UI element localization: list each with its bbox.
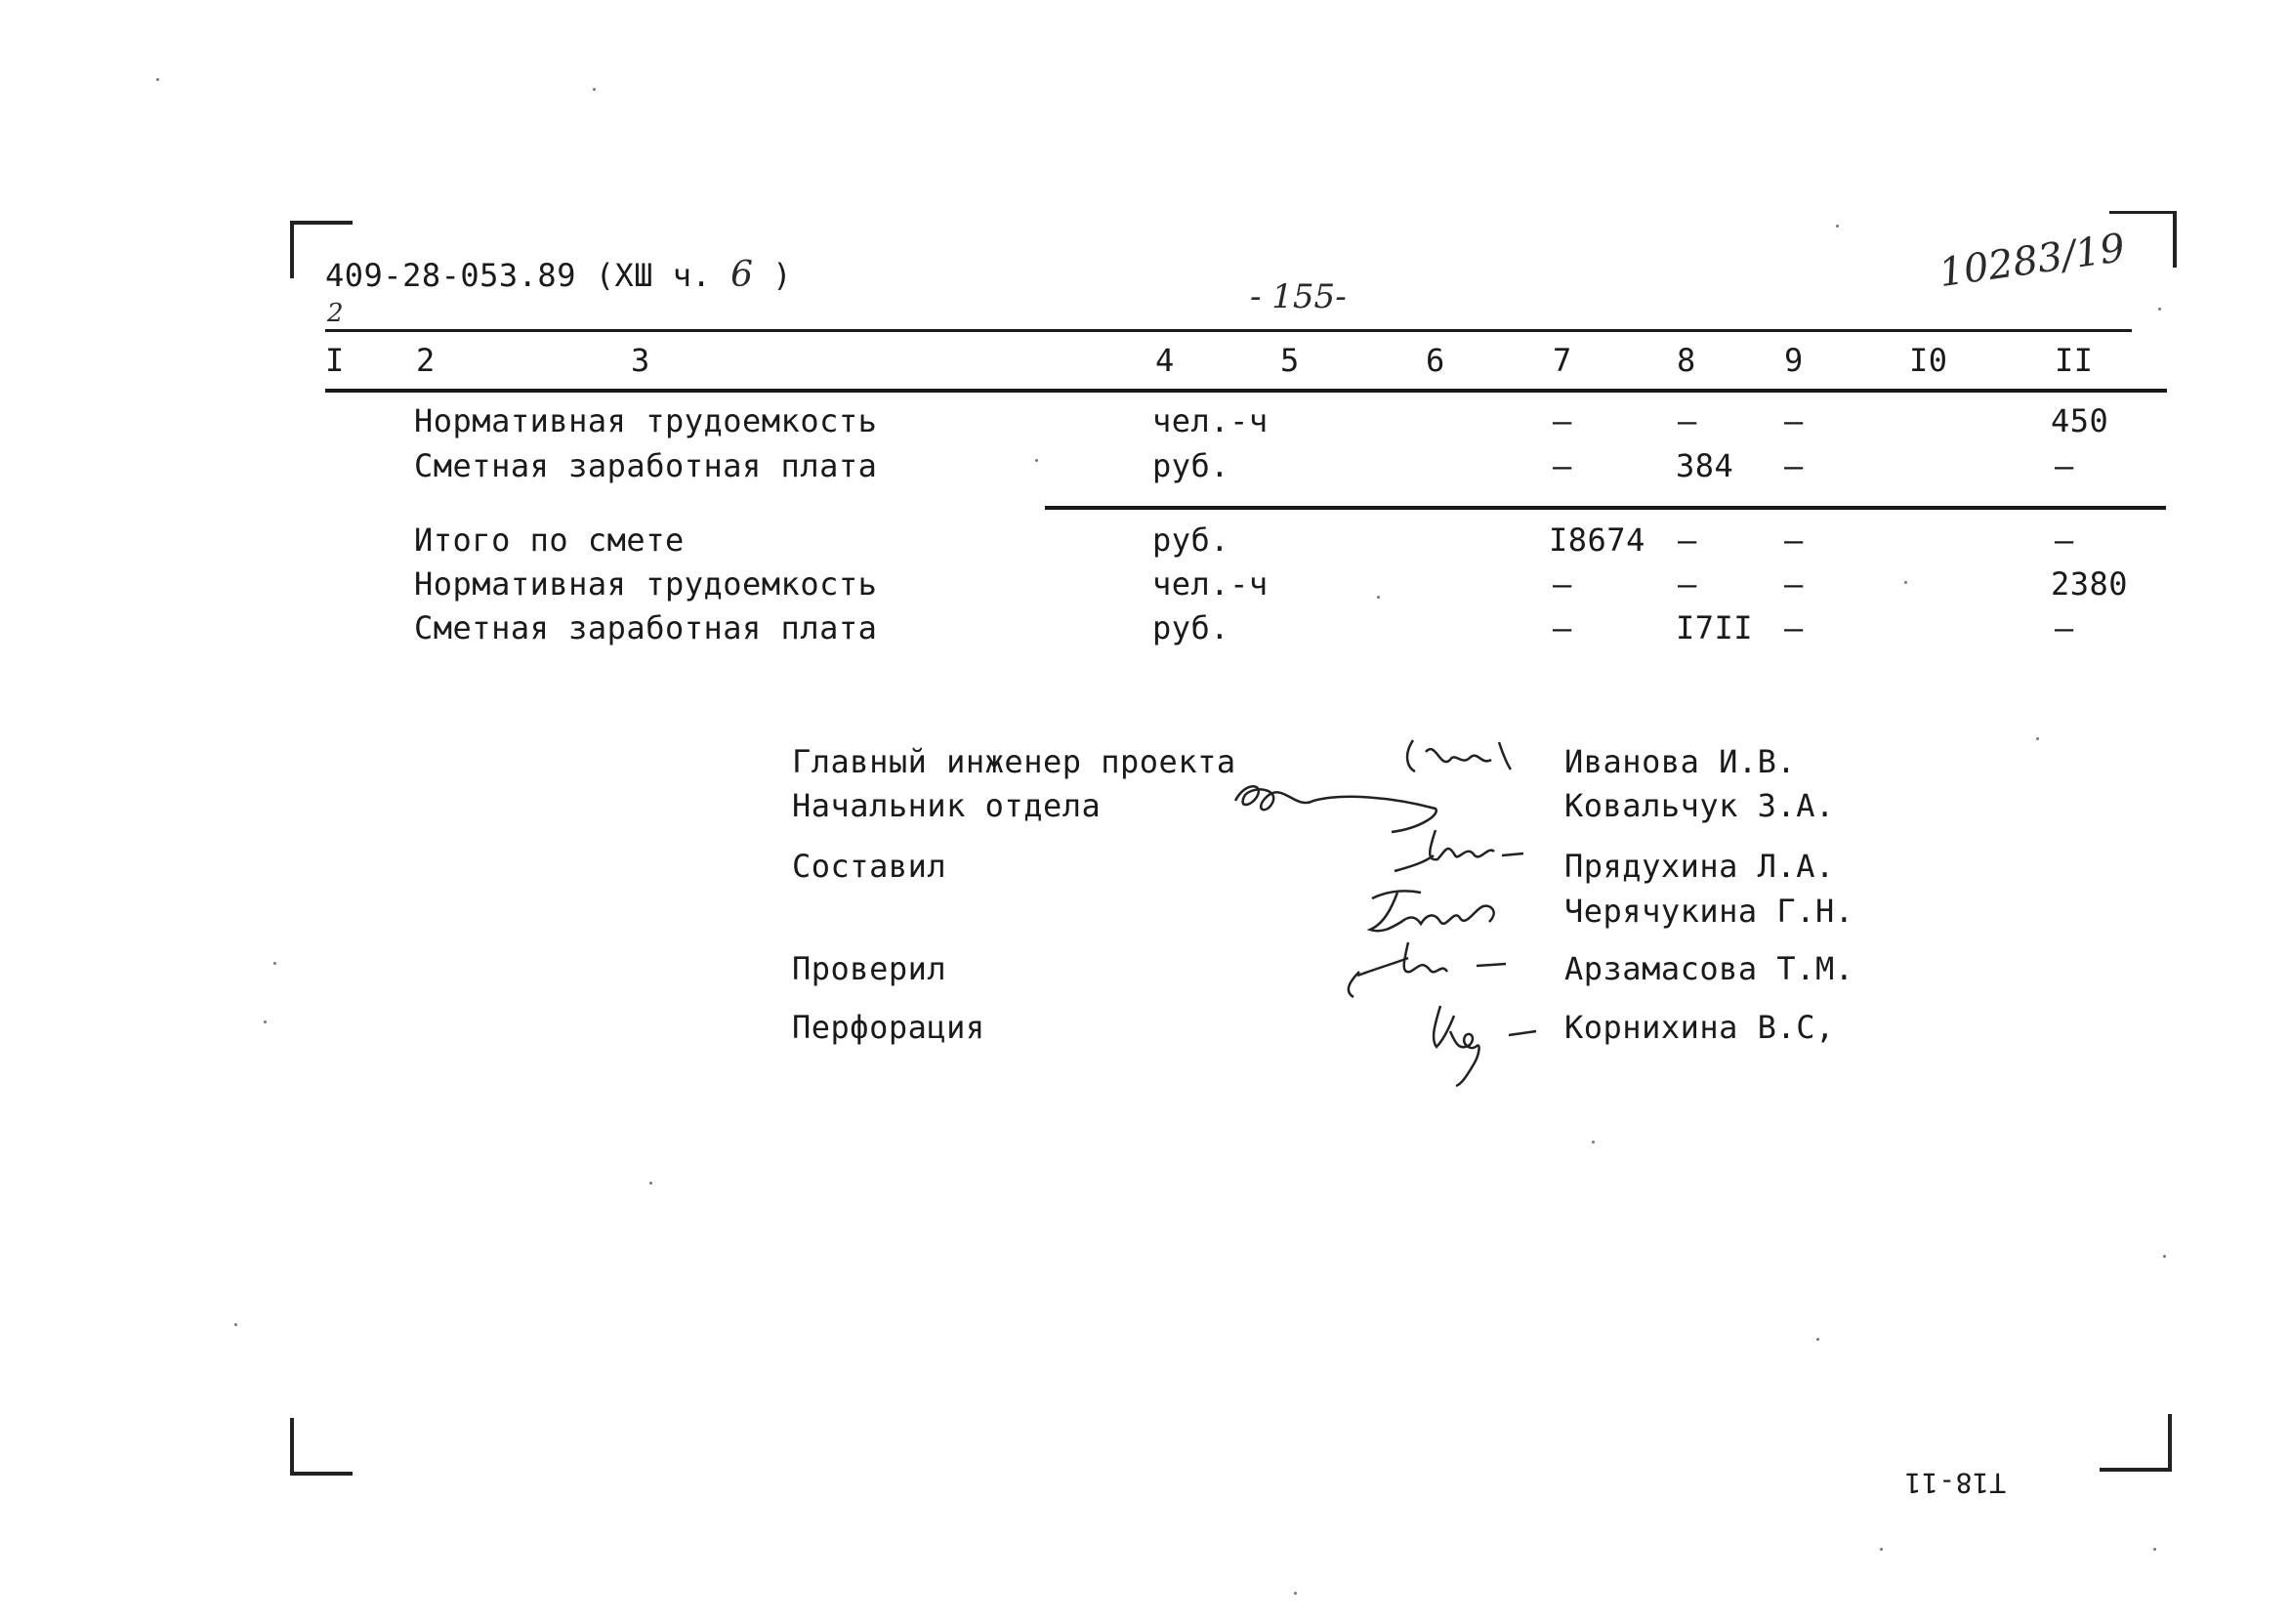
signature-role: Главный инженер проекта — [792, 743, 1236, 780]
document-code — [325, 255, 792, 295]
column-header-2: 2 — [416, 342, 436, 379]
column-header-7: 7 — [1553, 342, 1572, 379]
row-col9: – — [1784, 609, 1804, 646]
row-col11: 2380 — [2051, 565, 2129, 603]
row-col7: – — [1553, 565, 1572, 603]
signature-name: Ковальчук З.А. — [1564, 787, 1835, 824]
signature-name: Корнихина В.С, — [1564, 1009, 1835, 1046]
row-col9: – — [1784, 521, 1804, 559]
speckle — [1880, 1548, 1883, 1551]
signature-role: Перфорация — [792, 1009, 985, 1046]
speckle — [649, 1182, 652, 1185]
signature-role: Начальник отдела — [792, 787, 1102, 824]
speckle — [2036, 737, 2039, 740]
top-rule — [325, 329, 2132, 332]
speckle — [1816, 1338, 1819, 1341]
column-header-5: 5 — [1280, 342, 1300, 379]
speckle — [2158, 308, 2161, 311]
speckle — [2163, 1255, 2166, 1258]
row-name: Нормативная трудоемкость — [414, 402, 878, 439]
row-name: Нормативная трудоемкость — [414, 565, 878, 603]
speckle — [156, 78, 159, 81]
handwritten-signature-6 — [1421, 996, 1548, 1089]
row-name: Итого по смете — [414, 521, 685, 559]
column-header-4: 4 — [1155, 342, 1175, 379]
speckle — [1294, 1592, 1297, 1595]
speckle — [273, 962, 276, 965]
row-unit: руб. — [1152, 447, 1230, 484]
speckle — [234, 1323, 237, 1326]
handwritten-signature-3 — [1387, 822, 1533, 881]
row-col11: – — [2055, 521, 2074, 559]
page-number: - 155- — [1250, 277, 1347, 316]
signature-role: Составил — [792, 848, 947, 885]
speckle — [1035, 459, 1038, 462]
corner-bracket-bottom-left — [290, 1418, 353, 1476]
row-col11: 450 — [2051, 402, 2109, 439]
speckle — [2153, 1548, 2156, 1551]
sub-mark: 2 — [327, 299, 344, 328]
row-name: Сметная заработная плата — [414, 609, 878, 646]
column-header-1: I — [325, 342, 345, 379]
column-header-11: II — [2055, 342, 2094, 379]
document-code-close: ) — [772, 257, 793, 294]
column-header-8: 8 — [1677, 342, 1696, 379]
speckle — [1836, 225, 1839, 228]
archive-number: 10283/19 — [1936, 225, 2128, 297]
document-stamp: T18-11 — [1904, 1467, 2007, 1499]
row-name: Сметная заработная плата — [414, 447, 878, 484]
row-col7: – — [1553, 447, 1572, 484]
header-rule — [325, 389, 2167, 393]
row-unit: чел.-ч — [1152, 402, 1269, 439]
row-unit: чел.-ч — [1152, 565, 1269, 603]
speckle — [264, 1020, 267, 1023]
signature-name: Черячукина Г.Н. — [1564, 893, 1854, 930]
row-col9: – — [1784, 447, 1804, 484]
column-header-10: I0 — [1909, 342, 1948, 379]
corner-bracket-bottom-right — [2100, 1414, 2172, 1472]
handwritten-signature-5 — [1340, 933, 1516, 1006]
row-col7: – — [1553, 402, 1572, 439]
row-col9: – — [1784, 565, 1804, 603]
signature-role: Проверил — [792, 950, 947, 987]
row-col9: – — [1784, 402, 1804, 439]
column-header-3: 3 — [631, 342, 650, 379]
total-rule — [1045, 506, 2166, 510]
speckle — [1904, 581, 1907, 584]
speckle — [1377, 596, 1380, 599]
document-code-text: 409-28-053.89 (XШ ч. — [325, 257, 712, 294]
signature-name: Арзамасова Т.М. — [1564, 950, 1854, 987]
speckle — [1592, 1141, 1595, 1144]
signature-name: Иванова И.В. — [1564, 743, 1797, 780]
row-col7: – — [1553, 609, 1572, 646]
row-col11: – — [2055, 447, 2074, 484]
row-col11: – — [2055, 609, 2074, 646]
row-col8: – — [1678, 521, 1697, 559]
row-col8: 384 — [1676, 447, 1734, 484]
row-unit: руб. — [1152, 609, 1230, 646]
document-part-number: 6 — [730, 255, 754, 295]
column-header-6: 6 — [1426, 342, 1445, 379]
row-unit: руб. — [1152, 521, 1230, 559]
row-col8: I7II — [1676, 609, 1754, 646]
speckle — [593, 88, 596, 91]
signature-name: Прядухина Л.А. — [1564, 848, 1835, 885]
column-header-9: 9 — [1784, 342, 1804, 379]
row-col7: I8674 — [1549, 521, 1645, 559]
row-col8: – — [1678, 402, 1697, 439]
row-col8: – — [1678, 565, 1697, 603]
